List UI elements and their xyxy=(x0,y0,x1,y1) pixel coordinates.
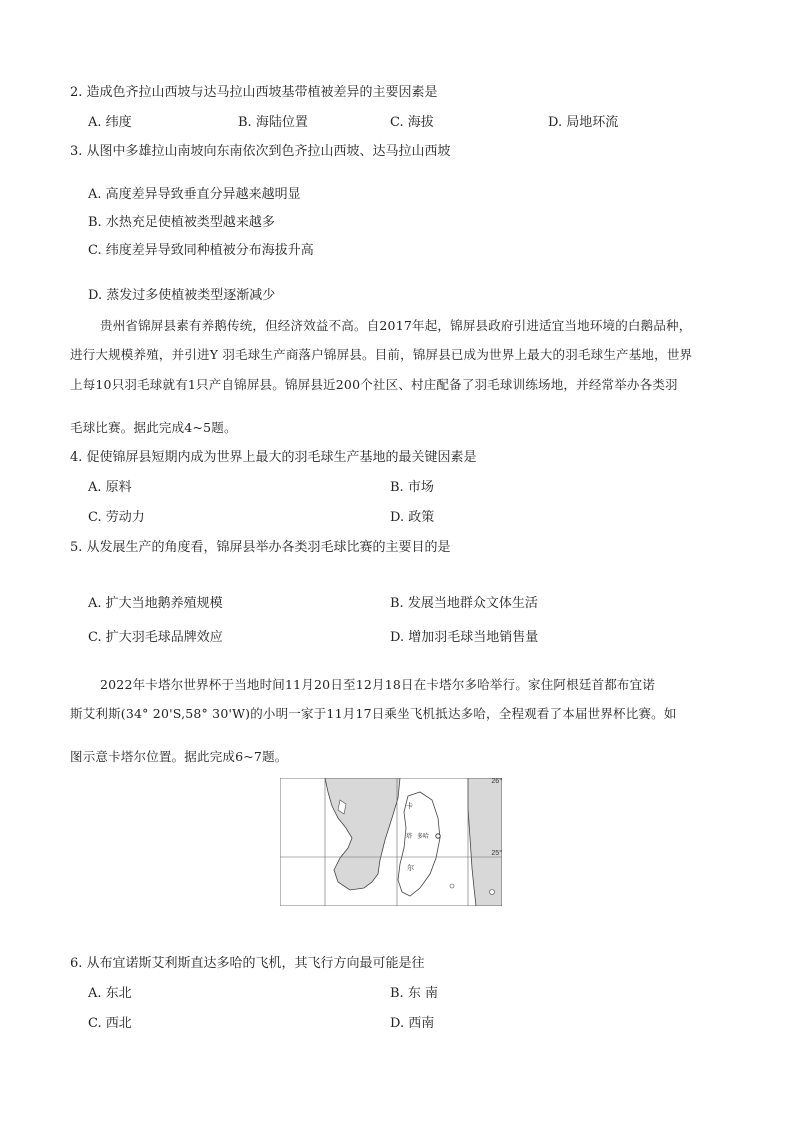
q3-option-b: B. 水热充足使植被类型越来越多 xyxy=(88,215,275,230)
q3-option-d: D. 蒸发过多使植被类型逐渐减少 xyxy=(88,288,276,303)
q6-stem: 6. 从布宜诺斯艾利斯直达多哈的飞机，其飞行方向最可能是往 xyxy=(70,956,425,971)
q2-option-d: D. 局地环流 xyxy=(548,115,619,130)
map-label-ta: 塔 xyxy=(406,833,413,840)
q5-option-d: D. 增加羽毛球当地销售量 xyxy=(390,630,539,645)
passage1-line-4: 毛球比赛。据此完成4~5题。 xyxy=(70,420,237,435)
q3-option-c: C. 纬度差异导致同种植被分布海拔升高 xyxy=(88,243,314,258)
q3-stem: 3. 从图中多雄拉山南坡向东南依次到色齐拉山西坡、达马拉山西坡 xyxy=(70,144,451,159)
q6-option-d: D. 西南 xyxy=(390,1016,435,1031)
passage1-line-1: 贵州省锦屏县素有养鹅传统，但经济效益不高。自2017年起，锦屏县政府引进适宜当地环境的白鹅品种， xyxy=(100,318,692,333)
map-lat-mid-label: 25° xyxy=(491,850,502,857)
q5-option-b: B. 发展当地群众文体生活 xyxy=(390,596,538,611)
map-lat-top-label: 26° xyxy=(491,778,502,785)
map-label-er: 尔 xyxy=(407,864,414,872)
q2-option-b: B. 海陆位置 xyxy=(238,115,308,130)
q2-stem: 2. 造成色齐拉山西坡与达马拉山西坡基带植被差异的主要因素是 xyxy=(70,85,438,100)
q2-option-a: A. 纬度 xyxy=(88,115,132,130)
passage2-line-1: 2022年卡塔尔世界杯于当地时间11月20日至12月18日在卡塔尔多哈举行。家住阿根廷首都布宜诺 xyxy=(100,677,656,692)
q6-option-a: A. 东北 xyxy=(88,986,132,1001)
q2-option-c: C. 海拔 xyxy=(390,115,434,130)
passage1-line-2: 进行大规模养殖，并引进Y 羽毛球生产商落户锦屏县。目前，锦屏县已成为世界上最大的羽毛球生产基地，世界 xyxy=(70,347,693,362)
small-island-2 xyxy=(490,890,495,895)
q4-option-c: C. 劳动力 xyxy=(88,510,145,525)
q5-stem: 5. 从发展生产的角度看，锦屏县举办各类羽毛球比赛的主要目的是 xyxy=(70,540,451,555)
q4-option-a: A. 原料 xyxy=(88,480,132,495)
q6-option-c: C. 西北 xyxy=(88,1016,132,1031)
small-island-1 xyxy=(450,884,454,888)
doha-marker xyxy=(436,834,440,838)
q5-option-c: C. 扩大羽毛球品牌效应 xyxy=(88,630,223,645)
q4-option-d: D. 政策 xyxy=(390,510,435,525)
map-label-ka: 卡 xyxy=(406,802,413,810)
q6-option-b: B. 东 南 xyxy=(390,986,438,1001)
q4-option-b: B. 市场 xyxy=(390,480,434,495)
q3-option-a: A. 高度差异导致垂直分异越来越明显 xyxy=(88,187,301,202)
qatar-location-map xyxy=(280,778,502,906)
passage2-line-3: 图示意卡塔尔位置。据此完成6~7题。 xyxy=(70,749,288,764)
map-label-doha: 多哈 xyxy=(417,833,430,840)
q5-option-a: A. 扩大当地鹅养殖规模 xyxy=(88,596,223,611)
q4-stem: 4. 促使锦屏县短期内成为世界上最大的羽毛球生产基地的最关键因素是 xyxy=(70,450,477,465)
passage1-line-3: 上每10只羽毛球就有1只产自锦屏县。锦屏县近200个社区、村庄配备了羽毛球训练场地，并经常举办各类羽 xyxy=(70,377,678,392)
passage2-line-2: 斯艾利斯(34° 20'S,58° 30'W)的小明一家于11月17日乘坐飞机抵达多哈，全程观看了本届世界杯比赛。如 xyxy=(70,706,677,721)
